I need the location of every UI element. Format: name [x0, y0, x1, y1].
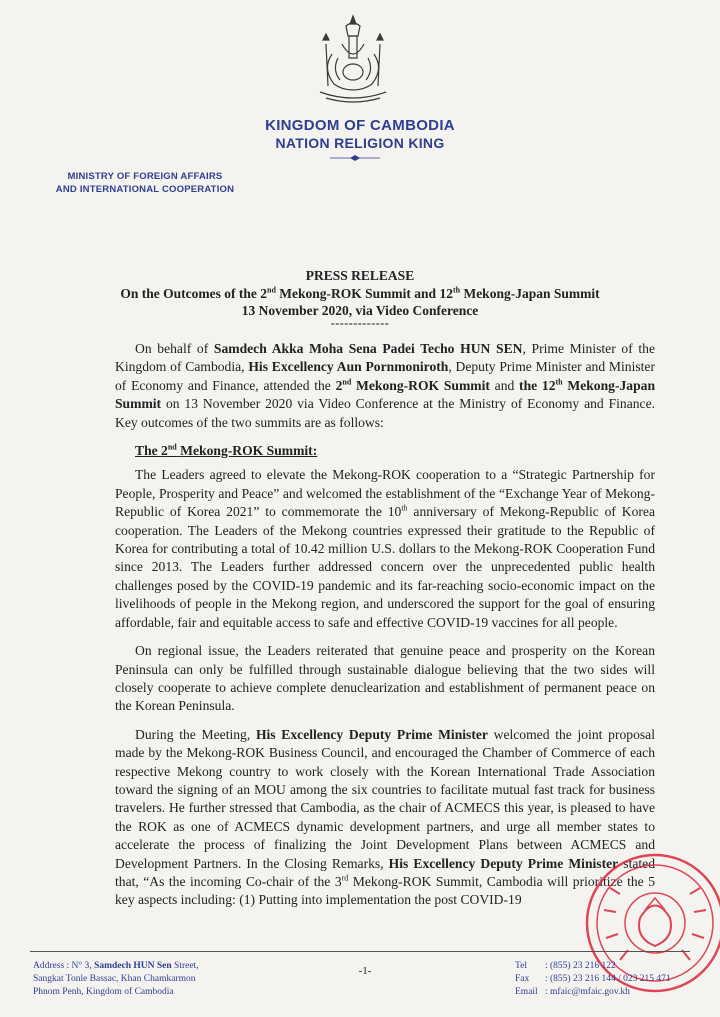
paragraph-intro: On behalf of Samdech Akka Moha Sena Padei Techo HUN SEN, Prime Minister of the Kingdom of Cambodia, His Excellency Aun Pornmoniroth, Deputy Prime Minister and Minister of Economy and Finance, attended the 2nd Mekong-ROK Summit and the 12th Mekong-Japan Summit on 13 November 2020 via Video Conference at the Ministry of Economy and Finance. Key outcomes of the two summits are as follows:: [115, 341, 655, 430]
ornament-divider-icon: [330, 154, 380, 162]
page-number: -1-: [358, 965, 372, 977]
press-release-title: PRESS RELEASE: [305, 268, 415, 283]
royal-emblem-icon: [312, 14, 394, 106]
ministry-line-2: AND INTERNATIONAL COOPERATION: [55, 184, 235, 195]
paragraph-meeting: During the Meeting, His Excellency Deputy Prime Minister welcomed the joint proposal made by the Mekong-ROK Business Council, and encouraged the Chamber of Commerce of each respective Mekong country to work closely with the Korean International Trade Association toward the signing of an MOU among the six countries to facilitate mutual fast track for business travelers. He further stressed that Cambodia, as the chair of ACMECS this year, is pleased to have the ROK as one of ACMECS dynamic development partners, and urge all member states to accelerate the process of finalizing the Joint Development Plans between ACMECS and Development Partners. In the Closing Remarks, His Excellency Deputy Prime Minister stated that, “As the incoming Co-chair of the 3rd Mekong-ROK Summit, Cambodia will prioritize the 5 key aspects including: (1) Putting into implementation the post COVID-19: [115, 726, 655, 908]
document-body: [115, 340, 655, 920]
paragraph-partnership: The Leaders agreed to elevate the Mekong-ROK cooperation to a “Strategic Partnership for People, Prosperity and Peace” and welcomed the establishment of the “Exchange Year of Mekong-Republic of Korea 2021” to commemorate the 10th anniversary of Mekong-Republic of Korea cooperation. The Leaders of the Mekong countries expressed their gratitude to the Republic of Korea for contributing a total of 10.42 million U.S. dollars to the Mekong-ROK Cooperation Fund since 2013. The Leaders further addressed concern over the unprecedented public health challenges posed by the COVID-19 pandemic and its far-reaching socio-economic impact on the livelihoods of people in the Mekong region, and underscored the support for the goal of ensuring affordable, fair and equitable access to safe and effective COVID-19 vaccines for all people.: [115, 467, 655, 630]
section-heading-mekong-rok: The 2nd Mekong-ROK Summit:: [135, 442, 318, 459]
kingdom-title: KINGDOM OF CAMBODIA: [265, 117, 455, 134]
contact-email: Email : mfaic@mfaic.gov.kh: [515, 987, 630, 997]
address-line-2: Sangkat Tonle Bassac, Khan Chamkarmon: [33, 974, 196, 984]
footer-contact: [515, 960, 715, 999]
national-motto: NATION RELIGION KING: [275, 135, 445, 151]
contact-fax: Fax : (855) 23 216 144 / 023 215 471: [515, 974, 671, 984]
press-release-subtitle: On the Outcomes of the 2nd Mekong-ROK Summit and 12th Mekong-Japan Summit: [120, 285, 600, 301]
ministry-line-1: MINISTRY OF FOREIGN AFFAIRS: [67, 171, 223, 182]
press-release-date: 13 November 2020, via Video Conference: [241, 303, 479, 318]
contact-tel: Tel : (855) 23 216 122: [515, 961, 616, 971]
footer-divider: [30, 951, 690, 952]
address-line-1: Address : N° 3, Samdech HUN Sen Street,: [33, 961, 199, 971]
address-line-3: Phnom Penh, Kingdom of Cambodia: [33, 987, 174, 997]
footer-address: [33, 960, 293, 999]
paragraph-regional-issue: On regional issue, the Leaders reiterated that genuine peace and prosperity on the Korean Peninsula can only be fulfilled through sustainable dialogue believing that the two sides will closely cooperate to achieve complete denuclearization and establishment of permanent peace on the Korean Peninsula.: [115, 643, 655, 714]
title-divider: -------------: [330, 316, 390, 330]
ministry-name: [30, 170, 260, 196]
